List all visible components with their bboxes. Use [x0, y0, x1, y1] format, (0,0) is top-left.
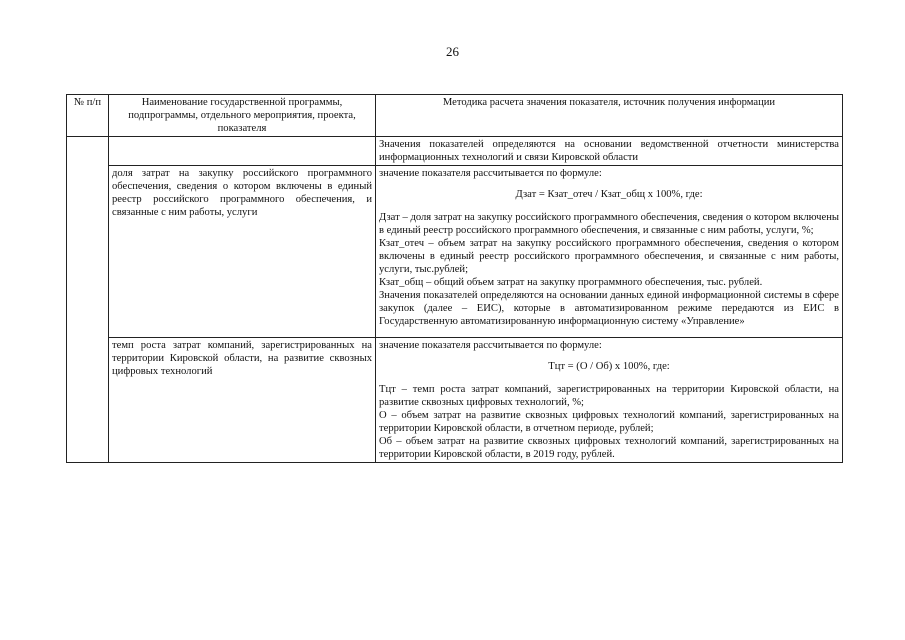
formula: Дзат = Кзат_отеч / Кзат_общ х 100%, где: — [515, 189, 703, 200]
indicator-name-cell: темп роста затрат компаний, зарегистрированных на территории Кировской области, на развитие сквозных цифровых технологий — [109, 338, 376, 463]
table-header-row — [67, 95, 843, 137]
source-cell: Значения показателей определяются на основании ведомственной отчетности министерства информационных технологий и связи Кировской области — [376, 137, 843, 166]
empty-name-cell — [109, 137, 376, 166]
indicator-name-cell: доля затрат на закупку российского программного обеспечения, сведения о котором включены в единый реестр российского программного обеспечения, и связанные с ним работы, услуги — [109, 166, 376, 338]
method-cell — [376, 166, 843, 338]
header-method: Методика расчета значения показателя, источник получения информации — [376, 95, 843, 137]
definition: Кзат_общ – общий объем затрат на закупку программного обеспечения, тыс. рублей. — [379, 277, 763, 288]
definition: О – объем затрат на развитие сквозных цифровых технологий компаний, зарегистрированных на территории Кировской области, в отчетном периоде, рублей; — [379, 410, 839, 434]
indicator-table — [66, 94, 843, 463]
method-intro: значение показателя рассчитывается по формуле: — [379, 168, 602, 179]
method-intro: значение показателя рассчитывается по формуле: — [379, 340, 602, 351]
header-name: Наименование государственной программы, подпрограммы, отдельного мероприятия, проекта, показателя — [109, 95, 376, 137]
definition: Дзат – доля затрат на закупку российского программного обеспечения, сведения о котором включены в единый реестр российского программного обеспечения, и связанные с ним работы, услуги, %; — [379, 212, 839, 236]
data-source-note: Значения показателей определяются на основании данных единой информационной системы в сфере закупок (далее – ЕИС), которые в автоматизированном режиме передаются из ЕИС в Государственную автоматизированную информационную систему «Управление» — [379, 290, 839, 327]
table-row — [67, 137, 843, 166]
definition: Тцт – темп роста затрат компаний, зарегистрированных на территории Кировской области, на развитие сквозных цифровых технологий, %; — [379, 384, 839, 408]
page-number: 26 — [446, 44, 459, 59]
method-cell — [376, 338, 843, 463]
table-row — [67, 338, 843, 463]
definition: Кзат_отеч – объем затрат на закупку российского программного обеспечения, сведения о котором включены в единый реестр российского программного обеспечения, и связанные с ним работы, услуги, тыс.рублей; — [379, 238, 839, 275]
header-number: № п/п — [67, 95, 109, 137]
formula: Тцт = (О / Об) х 100%, где: — [548, 361, 670, 372]
table-row — [67, 166, 843, 338]
definition: Об – объем затрат на развитие сквозных цифровых технологий компаний, зарегистрированных на территории Кировской области, в 2019 году, рублей. — [379, 436, 839, 460]
row-number-cell — [67, 137, 109, 463]
